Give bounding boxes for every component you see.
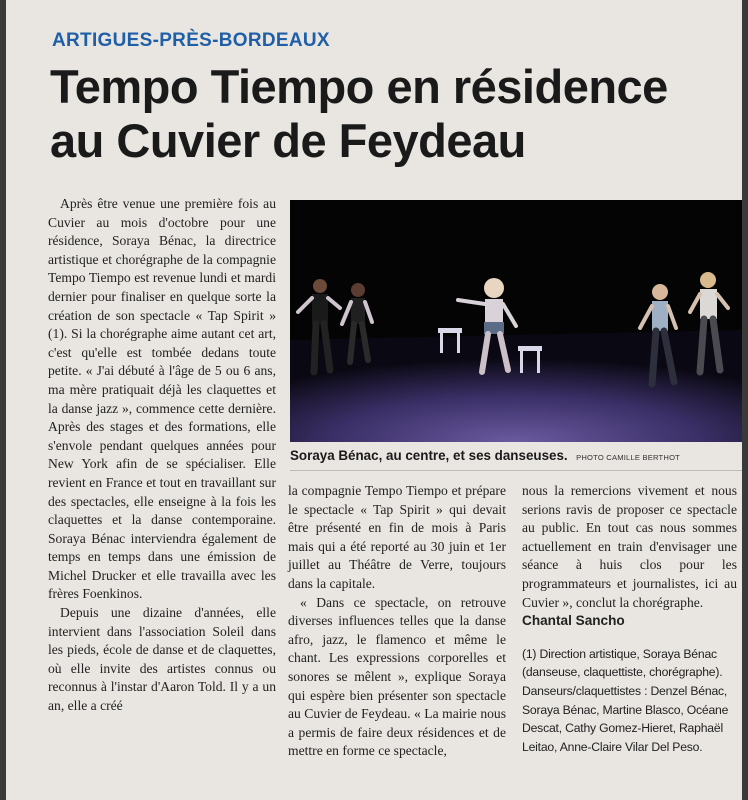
paragraph: Après être venue une première fois au Cuvier au mois d'octobre pour une résidence, Soraya Bénac, la directrice artistique et chorégraphe de la compagnie Tempo Tiempo est revenue lundi et mardi dernier pour finaliser en quelque sorte la création de son spectacle « Tap Spirit » (1). Si la chorégraphe aime autant cet art, c'est qu'elle est tombée dedans toute petite. « J'ai débuté à l'âge de 5 ou 6 ans, ma mère pratiquait déjà les claquettes et la danse jazz », commence cette dernière. Après des stages et des formations, elle s'envole pendant quelques années pour New York afin de se spécialiser. Elle revient en France et tout en travaillant sur des spectacles, elle enseigne à la fois les claquettes et la danse contemporaine. Soraya Bénac interviendra également de temps en temps dans une émission de Michel Drucker et elle travailla avec les frères Foenkinos.	[48, 196, 276, 602]
photo-caption	[290, 447, 742, 465]
author-signature: Chantal Sancho	[522, 613, 625, 629]
paragraph: Depuis une dizaine d'années, elle intervient dans l'association Soleil dans les pieds, école de danse et de claquettes, où elle invite des artistes connus ou reconnus à l'instar d'Aaron Told. Il y a un an, elle a créé	[48, 605, 276, 714]
newspaper-page	[6, 0, 742, 800]
paragraph: « Dans ce spectacle, on retrouve diverses influences telles que la danse afro, jazz, le flamenco et même le chant. Les expressions corporelles et sonores se mêlent », explique Soraya qui espère bien présenter son spectacle au Cuvier de Feydeau. « La mairie nous a permis de faire deux résidences et de mettre en forme ce spectacle,	[288, 594, 506, 759]
paragraph: nous la remercions vivement et nous serions ravis de proposer ce spectacle au public. En tout cas nous sommes actuellement en train d'envisager une séance à huis clos pour les programmateurs et journalistes, ici au Cuvier », conclut la chorégraphe.	[522, 483, 737, 610]
headline-line-2: au Cuvier de Feydeau	[50, 114, 526, 167]
photo-credit: PHOTO CAMILLE BERTHOT	[576, 453, 681, 462]
headline	[50, 60, 740, 168]
section-kicker: ARTIGUES-PRÈS-BORDEAUX	[52, 30, 330, 51]
article-column-1	[48, 195, 276, 716]
headline-line-1: Tempo Tiempo en résidence	[50, 60, 668, 113]
footnote: (1) Direction artistique, Soraya Bénac (danseuse, claquettiste, chorégraphe). Danseurs/claquettistes : Denzel Bénac, Soraya Bénac, Martine Blasco, Océane Descat, Cathy Gomez-Hieret, Raphaël Leitao, Anne-Claire Vilar Del Peso.	[522, 646, 729, 754]
caption-text: Soraya Bénac, au centre, et ses danseuses.	[290, 448, 568, 463]
article-column-2	[288, 482, 506, 761]
paragraph: la compagnie Tempo Tiempo et prépare le spectacle « Tap Spirit » qui devait être présenté en fin de mois à Paris mais qui a été reporté au 30 juin et 1er juillet au Théâtre de Verre, toujours dans la capitale.	[288, 483, 506, 591]
article-column-3	[522, 482, 737, 756]
caption-divider	[290, 470, 742, 471]
stage-illustration	[290, 200, 742, 442]
stage-floor	[290, 330, 742, 442]
dance-photo	[290, 200, 742, 442]
